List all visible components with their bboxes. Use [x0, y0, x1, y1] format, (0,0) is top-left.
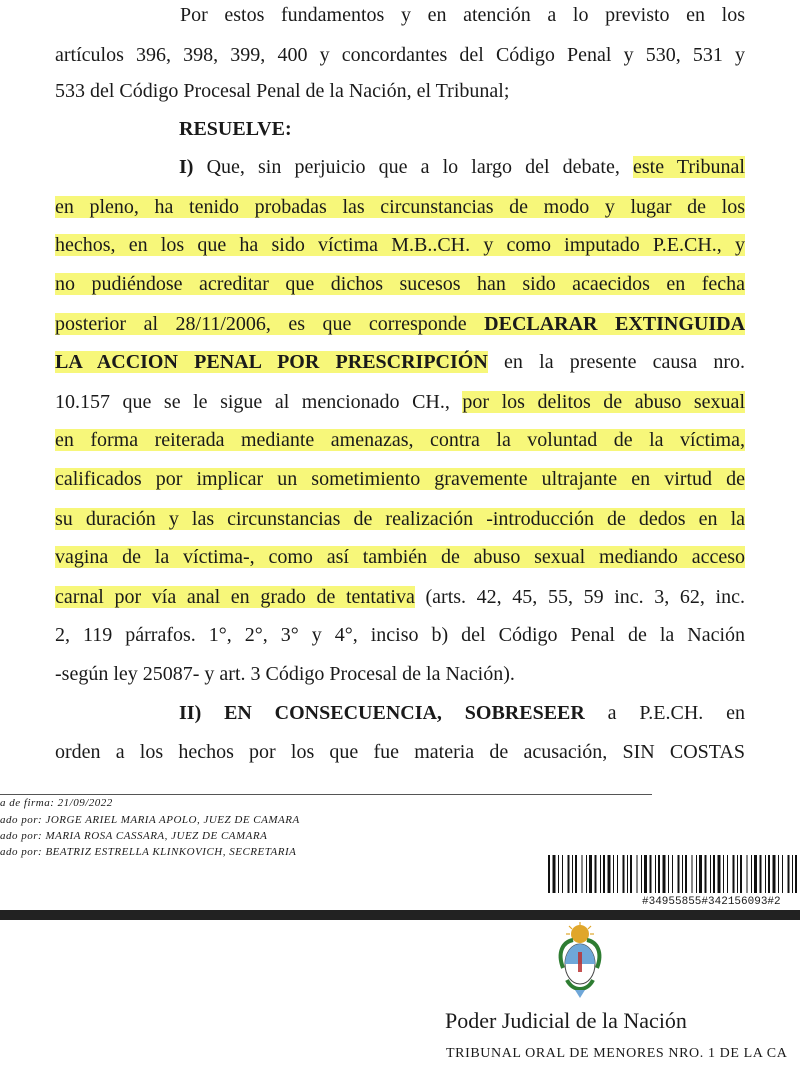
barcode-bar	[655, 855, 656, 893]
signature-divider	[0, 794, 652, 795]
institution-name: Poder Judicial de la Nación	[445, 1008, 687, 1033]
text-segment: orden a los hechos por los que fue materia de acusación, SIN COSTAS	[55, 741, 745, 763]
barcode-bar	[733, 855, 735, 893]
page-separator-band	[0, 910, 800, 920]
barcode-bar	[586, 855, 587, 893]
text-line	[179, 698, 745, 728]
barcode-bar	[782, 855, 783, 893]
barcode-bar	[795, 855, 797, 893]
barcode-bar	[754, 855, 757, 893]
text-line	[55, 192, 745, 222]
barcode-bar	[668, 855, 669, 893]
barcode-bar	[773, 855, 776, 893]
text-line	[55, 659, 515, 689]
barcode-bar	[692, 855, 693, 893]
highlighted-text: en forma reiterada mediante amenazas, contra la voluntad de la víctima,	[55, 429, 745, 451]
highlighted-text: calificados por implicar un sometimiento gravemente ultrajante en virtud de	[55, 468, 745, 490]
text-line	[55, 737, 745, 767]
signature-line: ado por: JORGE ARIEL MARIA APOLO, JUEZ DE CAMARA	[0, 814, 300, 826]
text-line	[179, 152, 745, 182]
barcode-bar	[582, 855, 583, 893]
barcode-bar	[644, 855, 647, 893]
text-line	[55, 504, 745, 534]
highlighted-text: por los delitos de abuso sexual	[462, 391, 745, 413]
barcode-bar	[737, 855, 738, 893]
text-line	[55, 40, 745, 70]
barcode-bar	[623, 855, 625, 893]
barcode-bar	[696, 855, 697, 893]
barcode-bar	[713, 855, 715, 893]
barcode-bar	[658, 855, 660, 893]
barcode-bar	[617, 855, 618, 893]
barcode-bar	[792, 855, 793, 893]
highlighted-text: en pleno, ha tenido probadas las circunstancias de modo y lugar de los	[55, 196, 745, 218]
text-segment: Por estos fundamentos y en atención a lo previsto en los	[180, 4, 745, 26]
barcode-bar	[562, 855, 563, 893]
barcode-bar	[760, 855, 762, 893]
text-segment: I)	[179, 156, 194, 178]
barcode-bar	[718, 855, 721, 893]
barcode-number: #34955855#342156093#2	[642, 896, 781, 908]
highlighted-text: DECLARAR EXTINGUIDA	[484, 313, 746, 335]
barcode-bar	[600, 855, 601, 893]
text-line	[55, 309, 745, 339]
highlighted-text: posterior al 28/11/2006, es que corresponde	[55, 313, 485, 335]
signature-date: a de firma: 21/09/2022	[0, 797, 113, 809]
text-line	[55, 230, 745, 260]
text-segment: 10.157 que se le sigue al mencionado CH.,	[55, 391, 463, 413]
barcode-bar	[765, 855, 766, 893]
text-segment: II) EN CONSECUENCIA, SOBRESEER	[179, 702, 585, 724]
text-segment: (arts. 42, 45, 55, 59 inc. 3, 62, inc.	[414, 586, 745, 608]
barcode-bar	[568, 855, 570, 893]
barcode-bar	[699, 855, 702, 893]
barcode-bar	[637, 855, 638, 893]
text-line	[55, 347, 745, 377]
barcode-bar	[650, 855, 652, 893]
barcode-bar	[768, 855, 770, 893]
barcode-bar	[575, 855, 577, 893]
barcode-bar	[589, 855, 592, 893]
barcode-bar	[705, 855, 707, 893]
highlighted-text: LA ACCION PENAL POR PRESCRIPCIÓN	[55, 351, 488, 373]
barcode-bar	[630, 855, 632, 893]
text-line	[55, 542, 745, 572]
highlighted-text: carnal por vía anal en grado de tentativa	[55, 586, 415, 608]
barcode-bar	[788, 855, 790, 893]
barcode-bar	[747, 855, 748, 893]
text-segment: 533 del Código Procesal Penal de la Nación, el Tribunal;	[55, 80, 510, 102]
barcode-bar	[572, 855, 573, 893]
barcode-bar	[682, 855, 683, 893]
section-heading	[179, 114, 292, 144]
barcode-bar	[603, 855, 605, 893]
text-line	[55, 269, 745, 299]
text-segment: Que, sin perjuicio que a lo largo del debate,	[193, 156, 633, 178]
text-line	[55, 387, 745, 417]
highlighted-text: este Tribunal	[632, 156, 745, 178]
national-coat-of-arms-icon	[553, 922, 607, 1000]
court-name: TRIBUNAL ORAL DE MENORES NRO. 1 DE LA CA	[446, 1046, 788, 1061]
text-line	[55, 582, 745, 612]
barcode-bar	[663, 855, 666, 893]
text-segment: -según ley 25087- y art. 3 Código Procesal de la Nación).	[55, 663, 515, 685]
barcode	[548, 855, 800, 900]
barcode-bar	[672, 855, 673, 893]
text-segment: a P.E.CH. en	[584, 702, 745, 724]
barcode-bar	[778, 855, 779, 893]
barcode-bar	[723, 855, 724, 893]
text-segment: en la presente causa nro.	[487, 351, 745, 373]
highlighted-text: su duración y las circunstancias de realización -introducción de dedos en la	[55, 508, 745, 530]
barcode-bar	[553, 855, 556, 893]
barcode-bar	[678, 855, 680, 893]
highlighted-text: no pudiéndose acreditar que dichos sucesos han sido acaecidos en fecha	[55, 273, 745, 295]
highlighted-text: hechos, en los que ha sido víctima M.B..CH. y como imputado P.E.CH., y	[55, 234, 745, 256]
barcode-bar	[613, 855, 614, 893]
barcode-bar	[685, 855, 687, 893]
barcode-bar	[595, 855, 597, 893]
text-line	[55, 76, 509, 106]
text-line	[55, 464, 745, 494]
barcode-bar	[548, 855, 550, 893]
text-line	[55, 425, 745, 455]
barcode-bar	[740, 855, 742, 893]
barcode-bar	[627, 855, 628, 893]
barcode-bar	[641, 855, 642, 893]
barcode-bar	[727, 855, 728, 893]
barcode-bar	[710, 855, 711, 893]
barcode-bar	[558, 855, 559, 893]
text-segment: RESUELVE:	[179, 118, 292, 140]
text-line	[180, 0, 745, 30]
barcode-bar	[608, 855, 611, 893]
text-segment: artículos 396, 398, 399, 400 y concordantes del Código Penal y 530, 531 y	[55, 44, 745, 66]
highlighted-text: vagina de la víctima-, como así también de abuso sexual mediando acceso	[55, 546, 745, 568]
text-line	[55, 620, 745, 650]
signature-line: ado por: MARIA ROSA CASSARA, JUEZ DE CAMARA	[0, 830, 268, 842]
signature-line: ado por: BEATRIZ ESTRELLA KLINKOVICH, SECRETARIA	[0, 846, 297, 858]
barcode-bar	[751, 855, 752, 893]
text-segment: 2, 119 párrafos. 1°, 2°, 3° y 4°, inciso b) del Código Penal de la Nación	[55, 624, 745, 646]
